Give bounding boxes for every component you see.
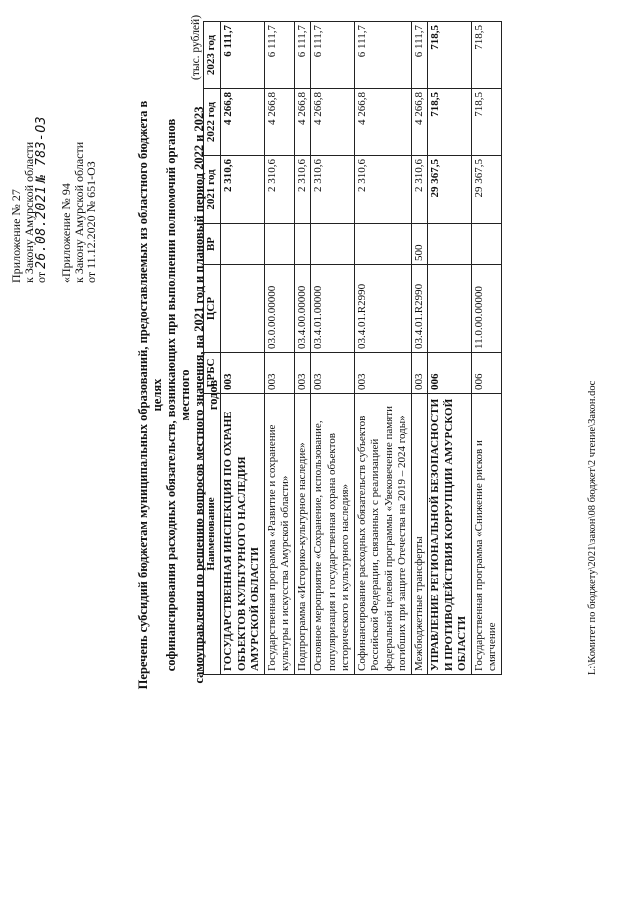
cell-csr: 03.4.01.R2990 xyxy=(411,265,428,353)
cell-2021: 29 367,5 xyxy=(471,156,501,224)
appendix-title: Приложение № 27 xyxy=(9,189,23,283)
col-header-2022: 2022 год xyxy=(204,89,221,156)
cell-2021: 2 310,6 xyxy=(354,156,411,224)
cell-grbs: 006 xyxy=(428,353,472,394)
cell-grbs: 006 xyxy=(471,353,501,394)
cell-vr xyxy=(311,224,355,265)
table-header-row xyxy=(204,22,221,675)
col-header-vr: ВР xyxy=(204,224,221,265)
col-header-csr: ЦСР xyxy=(204,265,221,353)
cell-grbs: 003 xyxy=(311,353,355,394)
table-row xyxy=(221,22,265,675)
cell-csr: 03.0.00.00000 xyxy=(264,265,294,353)
cell-2021: 2 310,6 xyxy=(294,156,311,224)
cell-vr xyxy=(221,224,265,265)
cell-2021: 2 310,6 xyxy=(221,156,265,224)
col-header-grbs: ГРБС xyxy=(204,353,221,394)
table-row xyxy=(311,22,355,675)
title-line: софинансирования расходных обязательств, возникающих при выполнении полномочий органов местного xyxy=(164,118,192,672)
table-body xyxy=(221,22,502,675)
cell-name: Государственная программа «Развитие и сохранение культуры и искусства Амурской области» xyxy=(264,394,294,675)
cell-2021: 2 310,6 xyxy=(311,156,355,224)
cell-2022: 718,5 xyxy=(471,89,501,156)
prev-appendix-law: к Закону Амурской области xyxy=(71,141,86,283)
file-path-footer: L:\Комитет по бюджету\2021\закон\08 бюджет\2 чтение\Закон.doc xyxy=(587,380,598,675)
table-row xyxy=(294,22,311,675)
cell-2023: 718,5 xyxy=(428,22,472,89)
prev-appendix-date: от 11.12.2020 № 651-ОЗ xyxy=(84,161,98,283)
cell-2022: 4 266,8 xyxy=(311,89,355,156)
table-row xyxy=(471,22,501,675)
cell-2023: 718,5 xyxy=(471,22,501,89)
cell-2023: 6 111,7 xyxy=(294,22,311,89)
appendix-law: к Закону Амурской области xyxy=(21,141,36,283)
cell-grbs: 003 xyxy=(221,353,265,394)
table-row xyxy=(354,22,411,675)
cell-grbs: 003 xyxy=(264,353,294,394)
cell-csr xyxy=(428,265,472,353)
table-row xyxy=(411,22,428,675)
subsidies-table xyxy=(203,21,502,675)
cell-csr: 03.4.00.00000 xyxy=(294,265,311,353)
handwritten-date: 26.08.2021 xyxy=(34,185,49,269)
cell-name: Софинансирование расходных обязательств субъектов Российской Федерации, связанных с реализацией федеральной целевой программы «Увековечение памяти погибших при защите Отечества на 2019 – 2024 годы» xyxy=(354,394,411,675)
cell-vr xyxy=(294,224,311,265)
cell-name: Подпрограмма «Историко-культурное наследие» xyxy=(294,394,311,675)
cell-vr: 500 xyxy=(411,224,428,265)
appendix-block xyxy=(10,116,49,283)
cell-2021: 29 367,5 xyxy=(428,156,472,224)
handwritten-number: № 783-ОЗ xyxy=(34,116,49,183)
cell-2022: 4 266,8 xyxy=(294,89,311,156)
col-header-2021: 2021 год xyxy=(204,156,221,224)
cell-2023: 6 111,7 xyxy=(311,22,355,89)
cell-2023: 6 111,7 xyxy=(411,22,428,89)
cell-2023: 6 111,7 xyxy=(354,22,411,89)
col-header-2023: 2023 год xyxy=(204,22,221,89)
previous-appendix-block xyxy=(60,142,98,283)
appendix-date-line: от 26.08.2021 № 783-ОЗ xyxy=(34,116,49,283)
cell-vr xyxy=(428,224,472,265)
cell-grbs: 003 xyxy=(294,353,311,394)
cell-2022: 4 266,8 xyxy=(411,89,428,156)
prev-appendix-title: «Приложение № 94 xyxy=(59,183,73,283)
cell-2023: 6 111,7 xyxy=(264,22,294,89)
table-row xyxy=(264,22,294,675)
cell-csr: 03.4.01.00000 xyxy=(311,265,355,353)
cell-name: УПРАВЛЕНИЕ РЕГИОНАЛЬНОЙ БЕЗОПАСНОСТИ И ПРОТИВОДЕЙСТВИЯ КОРРУПЦИИ АМУРСКОЙ ОБЛАСТИ xyxy=(428,394,472,675)
cell-grbs: 003 xyxy=(354,353,411,394)
cell-name: ГОСУДАРСТВЕННАЯ ИНСПЕКЦИЯ ПО ОХРАНЕ ОБЪЕКТОВ КУЛЬТУРНОГО НАСЛЕДИЯ АМУРСКОЙ ОБЛАСТИ xyxy=(221,394,265,675)
cell-csr: 03.4.01.R2990 xyxy=(354,265,411,353)
cell-csr: 11.0.00.00000 xyxy=(471,265,501,353)
col-header-name: Наименование xyxy=(204,394,221,675)
cell-name: Основное мероприятие «Сохранение, использование, популяризация и государственная охрана объектов исторического и культурного наследия» xyxy=(311,394,355,675)
title-line: Перечень субсидий бюджетам муниципальных образований, предоставляемых из областного бюджета в целях xyxy=(136,100,164,690)
cell-2022: 4 266,8 xyxy=(264,89,294,156)
cell-2021: 2 310,6 xyxy=(264,156,294,224)
cell-2022: 4 266,8 xyxy=(221,89,265,156)
title-line: самоуправления по решению вопросов местного значения, на 2021 год и плановый период 2022 и 2023 годов xyxy=(192,106,220,684)
cell-vr xyxy=(354,224,411,265)
cell-name: Государственная программа «Снижение рисков и смягчение xyxy=(471,394,501,675)
cell-grbs: 003 xyxy=(411,353,428,394)
table-row xyxy=(428,22,472,675)
cell-name: Межбюджетные трансферты xyxy=(411,394,428,675)
cell-2022: 718,5 xyxy=(428,89,472,156)
cell-vr xyxy=(471,224,501,265)
cell-2022: 4 266,8 xyxy=(354,89,411,156)
cell-csr xyxy=(221,265,265,353)
cell-vr xyxy=(264,224,294,265)
cell-2023: 6 111,7 xyxy=(221,22,265,89)
cell-2021: 2 310,6 xyxy=(411,156,428,224)
units-label: (тыс. рублей) xyxy=(190,14,202,80)
